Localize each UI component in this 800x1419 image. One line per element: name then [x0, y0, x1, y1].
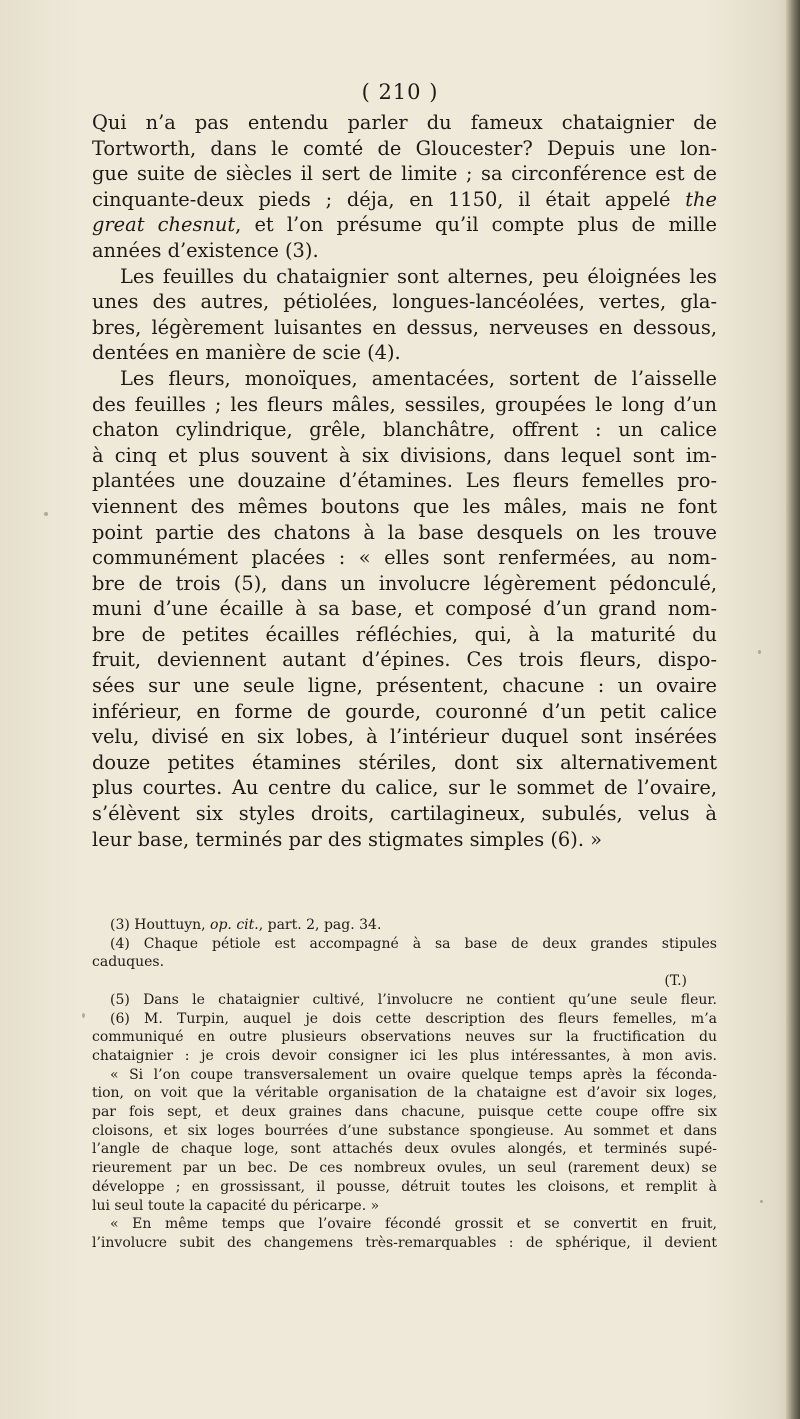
footnote-line: lui seul toute la capacité du péricarpe. »	[92, 1197, 380, 1214]
text-line: Tortworth, dans le comté de Gloucester? Depuis une lon-	[92, 136, 717, 160]
footnote-line: caduques.	[92, 954, 165, 971]
footnote-4: (4) Chaque pétiole est accompagné à sa base de deux grandes stipules	[110, 935, 717, 952]
text-line: Les feuilles du chataignier sont alternes, peu éloignées les	[120, 264, 717, 288]
footnote-line: développe ; en grossissant, il pousse, détruit toutes les cloisons, et remplit à	[92, 1178, 717, 1195]
paper-speck	[758, 650, 761, 654]
text-line: leur base, terminés par des stigmates simples (6). »	[92, 827, 603, 851]
page-edge-shadow	[786, 0, 800, 1419]
text-line: années d’existence (3).	[92, 238, 319, 262]
text-line: chaton cylindrique, grêle, blanchâtre, offrent : un calice	[92, 418, 717, 442]
footnote-line: l’angle de chaque loge, sont attachés deux ovules alongés, et terminés supé-	[92, 1141, 717, 1158]
text-line: à cinq et plus souvent à six divisions, dans lequel sont im-	[92, 443, 717, 467]
text-line: great chesnut, et l’on présume qu’il compte plus de mille	[92, 213, 717, 237]
footnote-line: chataignier : je crois devoir consigner ici les plus intéressantes, à mon avis.	[92, 1047, 717, 1064]
text-line: Qui n’a pas entendu parler du fameux chataignier de	[92, 111, 717, 134]
text-line: cinquante-deux pieds ; déja, en 1150, il était appelé the	[92, 187, 717, 211]
page-number: ( 210 )	[361, 80, 439, 104]
text-line: bre de petites écailles réfléchies, qui, à la maturité du	[92, 622, 717, 646]
text-line: viennent des mêmes boutons que les mâles, mais ne font	[92, 494, 717, 518]
paper-speck	[44, 512, 48, 516]
text-line: plantées une douzaine d’étamines. Les fleurs femelles pro-	[92, 469, 717, 493]
footnote-line: communiqué en outre plusieurs observations neuves sur la fructification du	[92, 1029, 717, 1046]
footnote-line: par fois sept, et deux graines dans chacune, puisque cette coupe offre six	[92, 1104, 717, 1121]
footnotes-block	[92, 916, 717, 1253]
text-line: bres, légèrement luisantes en dessus, nerveuses en dessous,	[92, 315, 717, 339]
text-line: dentées en manière de scie (4).	[92, 341, 401, 365]
text-line: point partie des chatons à la base desquels on les trouve	[92, 520, 717, 544]
text-line: douze petites étamines stériles, dont six alternativement	[92, 750, 717, 774]
text-line: inférieur, en forme de gourde, couronné d’un petit calice	[92, 699, 717, 723]
main-text-block	[92, 110, 717, 852]
text-line: velu, divisé en six lobes, à l’intérieur duquel sont insérées	[92, 725, 717, 749]
text-line: muni d’une écaille à sa base, et composé d’un grand nom-	[92, 597, 717, 621]
text-line: fruit, deviennent autant d’épines. Ces trois fleurs, dispo-	[92, 648, 717, 672]
translator-mark: (T.)	[664, 973, 687, 990]
paper-speck	[760, 1200, 763, 1203]
text-line: des feuilles ; les fleurs mâles, sessiles, groupées le long d’un	[92, 392, 717, 416]
paper-speck	[82, 1013, 85, 1018]
text-line: unes des autres, pétiolées, longues-lancéolées, vertes, gla-	[92, 290, 717, 314]
footnote-line: « En même temps que l’ovaire fécondé grossit et se convertit en fruit,	[110, 1216, 717, 1233]
text-line: communément placées : « elles sont renfermées, au nom-	[92, 546, 717, 570]
text-line: bre de trois (5), dans un involucre légèrement pédonculé,	[92, 571, 717, 595]
footnote-3: (3) Houttuyn, op. cit., part. 2, pag. 34.	[110, 917, 382, 933]
footnote-5: (5) Dans le chataignier cultivé, l’involucre ne contient qu’une seule fleur.	[110, 991, 717, 1008]
footnote-line: « Si l’on coupe transversalement un ovaire quelque temps après la féconda-	[110, 1066, 717, 1083]
footnote-line: cloisons, et six loges bourrées d’une substance spongieuse. Au sommet et dans	[92, 1122, 717, 1139]
text-line: Les fleurs, monoïques, amentacées, sortent de l’aisselle	[120, 366, 717, 390]
text-line: gue suite de siècles il sert de limite ; sa circonférence est de	[92, 162, 717, 186]
text-line: plus courtes. Au centre du calice, sur le sommet de l’ovaire,	[92, 776, 717, 800]
footnote-6: (6) M. Turpin, auquel je dois cette description des fleurs femelles, m’a	[110, 1010, 717, 1027]
text-line: s’élèvent six styles droits, cartilagineux, subulés, velus à	[92, 802, 717, 826]
text-line: sées sur une seule ligne, présentent, chacune : un ovaire	[92, 674, 717, 698]
footnote-line: tion, on voit que la véritable organisation de la chataigne est d’avoir six loges,	[92, 1085, 717, 1102]
footnote-line: rieurement par un bec. De ces nombreux ovules, un seul (rarement deux) se	[92, 1160, 717, 1177]
footnote-line: l’involucre subit des changemens très-remarquables : de sphérique, il devient	[92, 1234, 717, 1251]
